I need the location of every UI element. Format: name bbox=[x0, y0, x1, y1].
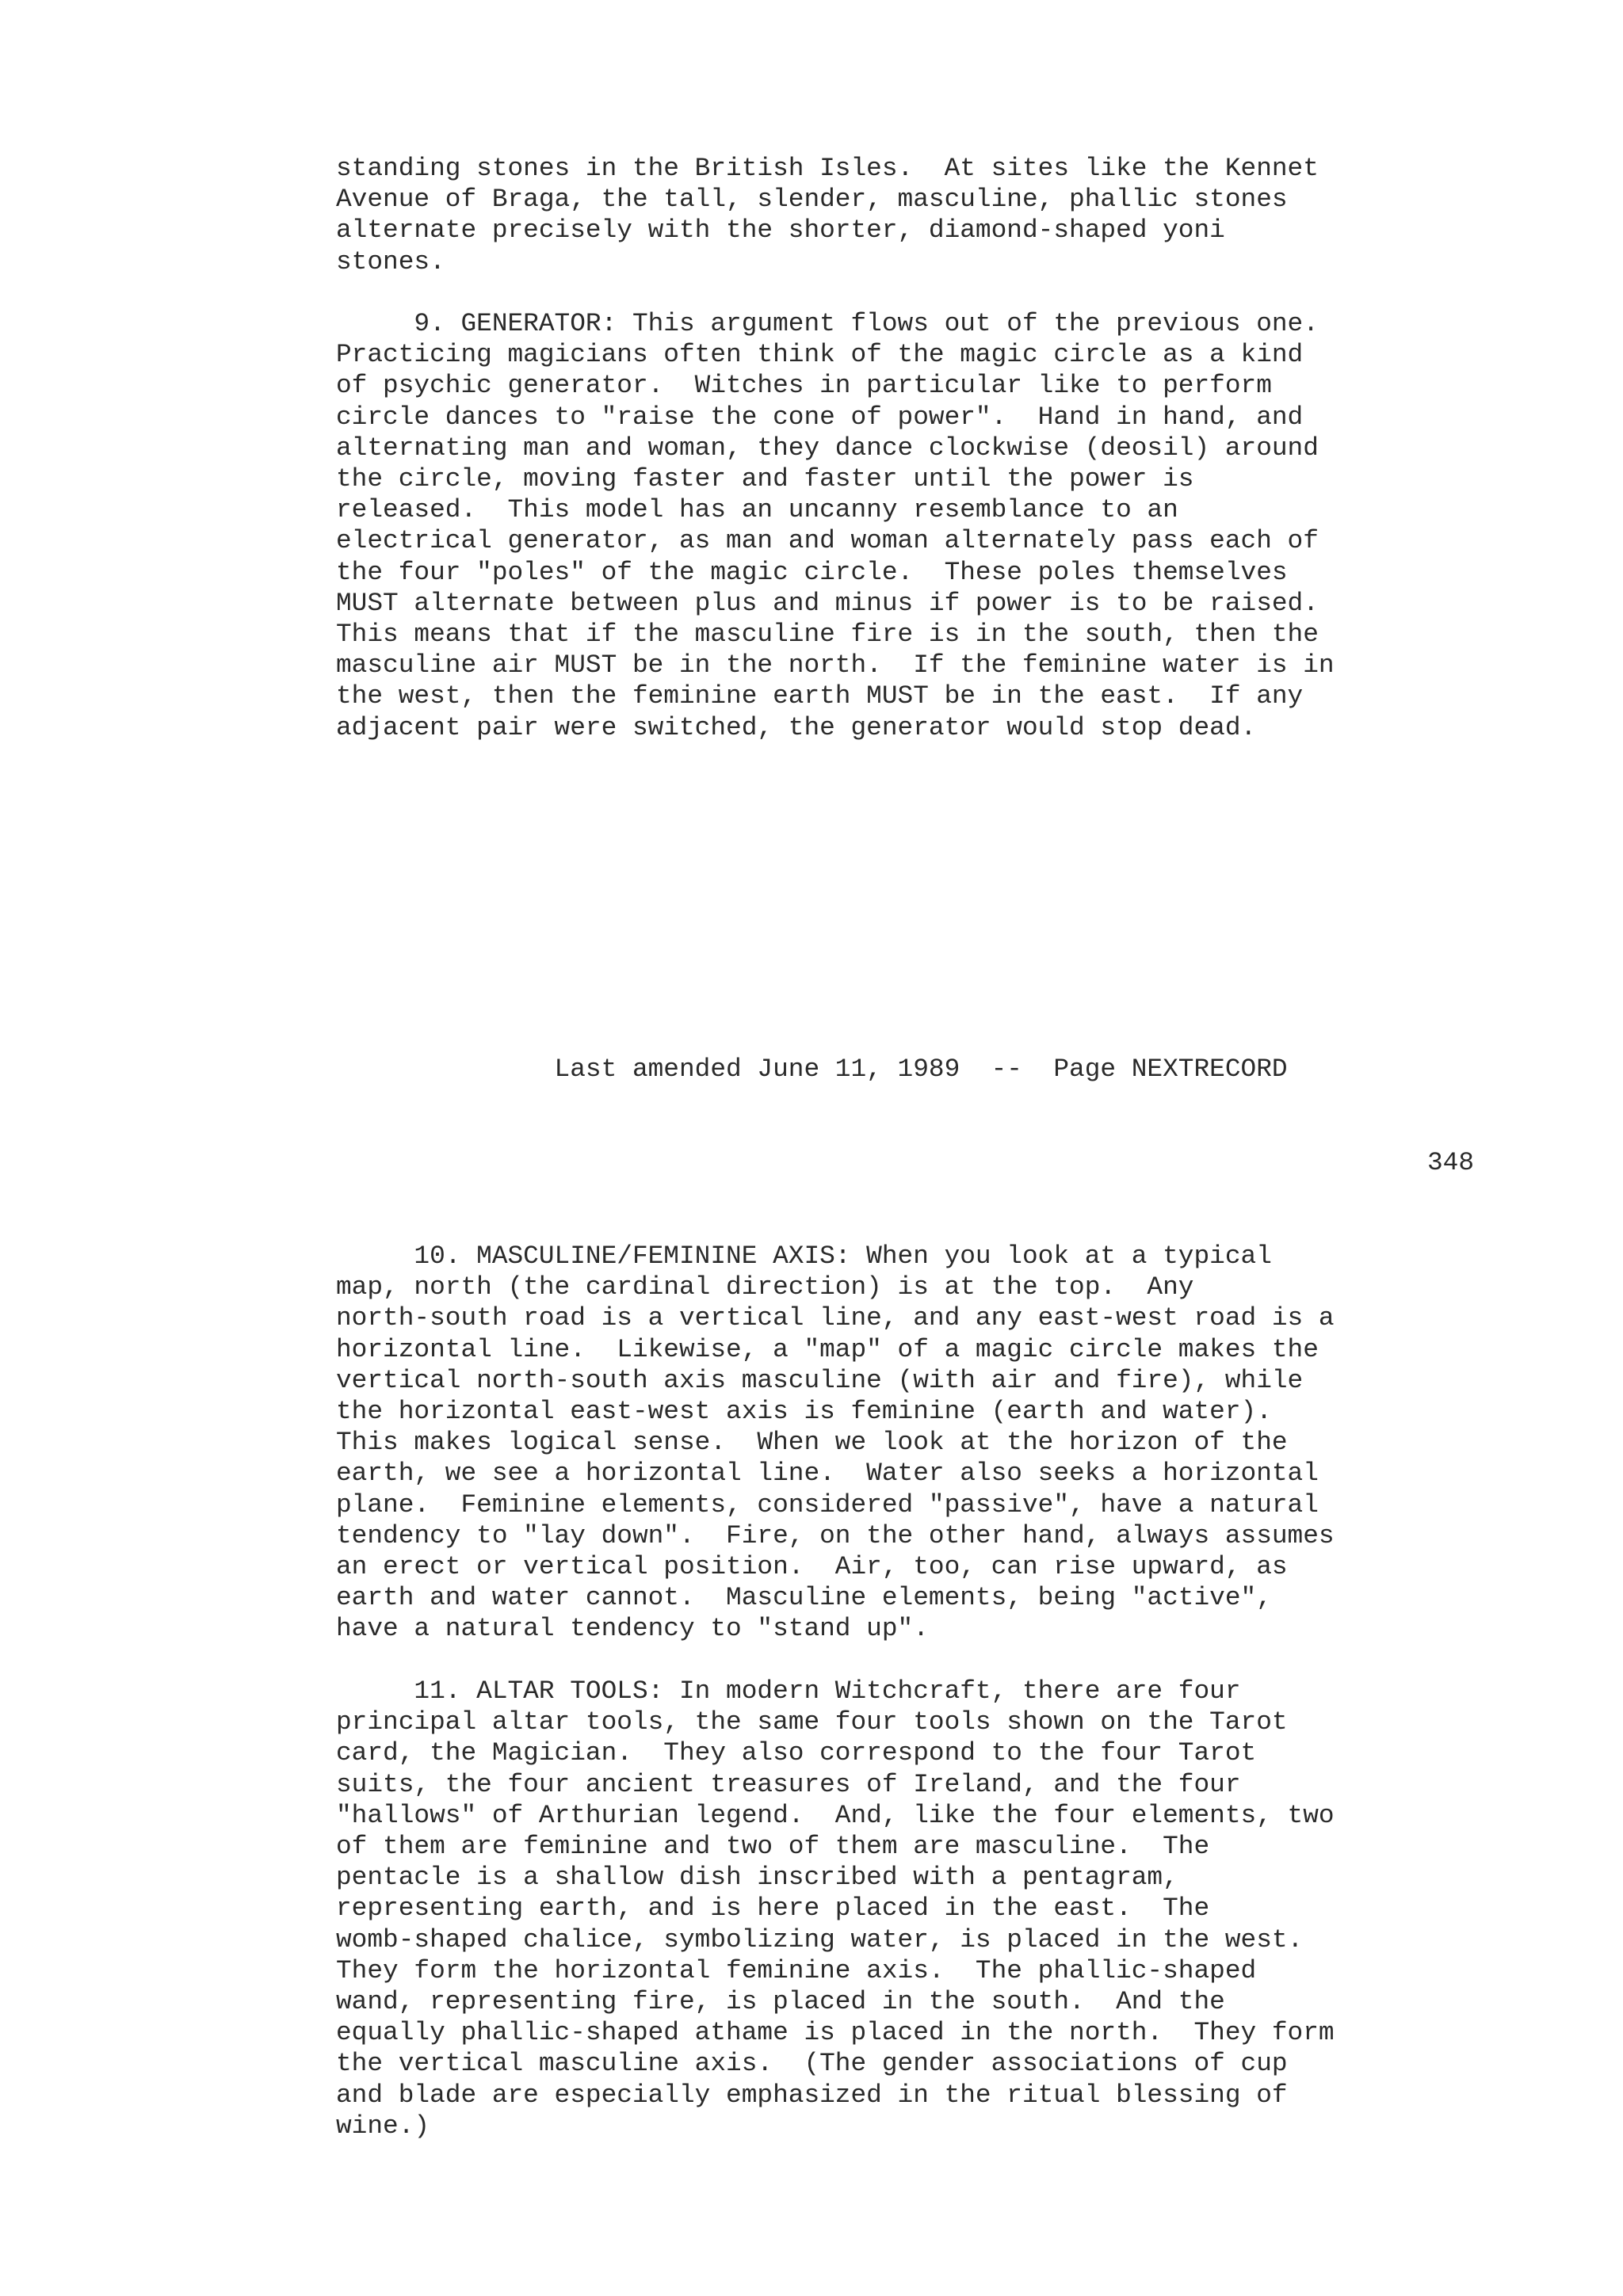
generator-paragraph: 9. GENERATOR: This argument flows out of the previous one. Practicing magicians often think of the magic circle as a kind of psychic generator. Witches in particular like to perform circle dances to "raise the cone of power". Hand in hand, and alternating man and woman, they dance clockwise (deosil) around the circle, moving faster and faster until the power is released. This model has an uncanny resemblance to an electrical generator, as man and woman alternately pass each of the four "poles" of the magic circle. These poles themselves MUST alternate between plus and minus if power is to be raised. This means that if the masculine fire is in the south, then the masculine air MUST be in the north. If the feminine water is in the west, then the feminine earth MUST be in the east. If any adjacent pair were switched, the generator would stop dead. bbox=[336, 309, 1335, 742]
axis-paragraph: 10. MASCULINE/FEMININE AXIS: When you look at a typical map, north (the cardinal direction) is at the top. Any north-south road is a vertical line, and any east-west road is a horizontal line. Likewise, a "map" of a magic circle makes the vertical north-south axis masculine (with air and fire), while the horizontal east-west axis is feminine (earth and water). This makes logical sense. When we look at the horizon of the earth, we see a horizontal line. Water also seeks a horizontal plane. Feminine elements, considered "passive", have a natural tendency to "lay down". Fire, on the other hand, always assumes an erect or vertical position. Air, too, can rise upward, as earth and water cannot. Masculine elements, being "active", have a natural tendency to "stand up". bbox=[336, 1241, 1335, 1644]
page-number: 348 bbox=[1426, 1148, 1474, 1177]
intro-paragraph: standing stones in the British Isles. At sites like the Kennet Avenue of Braga, the tall, slender, masculine, phallic stones alternate precisely with the shorter, diamond-shaped yoni stones. bbox=[336, 154, 1319, 277]
page-footer: Last amended June 11, 1989 -- Page NEXTRECORD bbox=[336, 1055, 1288, 1084]
altar-tools-paragraph: 11. ALTAR TOOLS: In modern Witchcraft, there are four principal altar tools, the same four tools shown on the Tarot card, the Magician. They also correspond to the four Tarot suits, the four ancient treasures of Ireland, and the four "hallows" of Arthurian legend. And, like the four elements, two of them are feminine and two of them are masculine. The pentacle is a shallow dish inscribed with a pentagram, representing earth, and is here placed in the east. The womb-shaped chalice, symbolizing water, is placed in the west. They form the horizontal feminine axis. The phallic-shaped wand, representing fire, is placed in the south. And the equally phallic-shaped athame is placed in the north. They form the vertical masculine axis. (The gender associations of cup and blade are especially emphasized in the ritual blessing of wine.) bbox=[336, 1676, 1335, 2141]
